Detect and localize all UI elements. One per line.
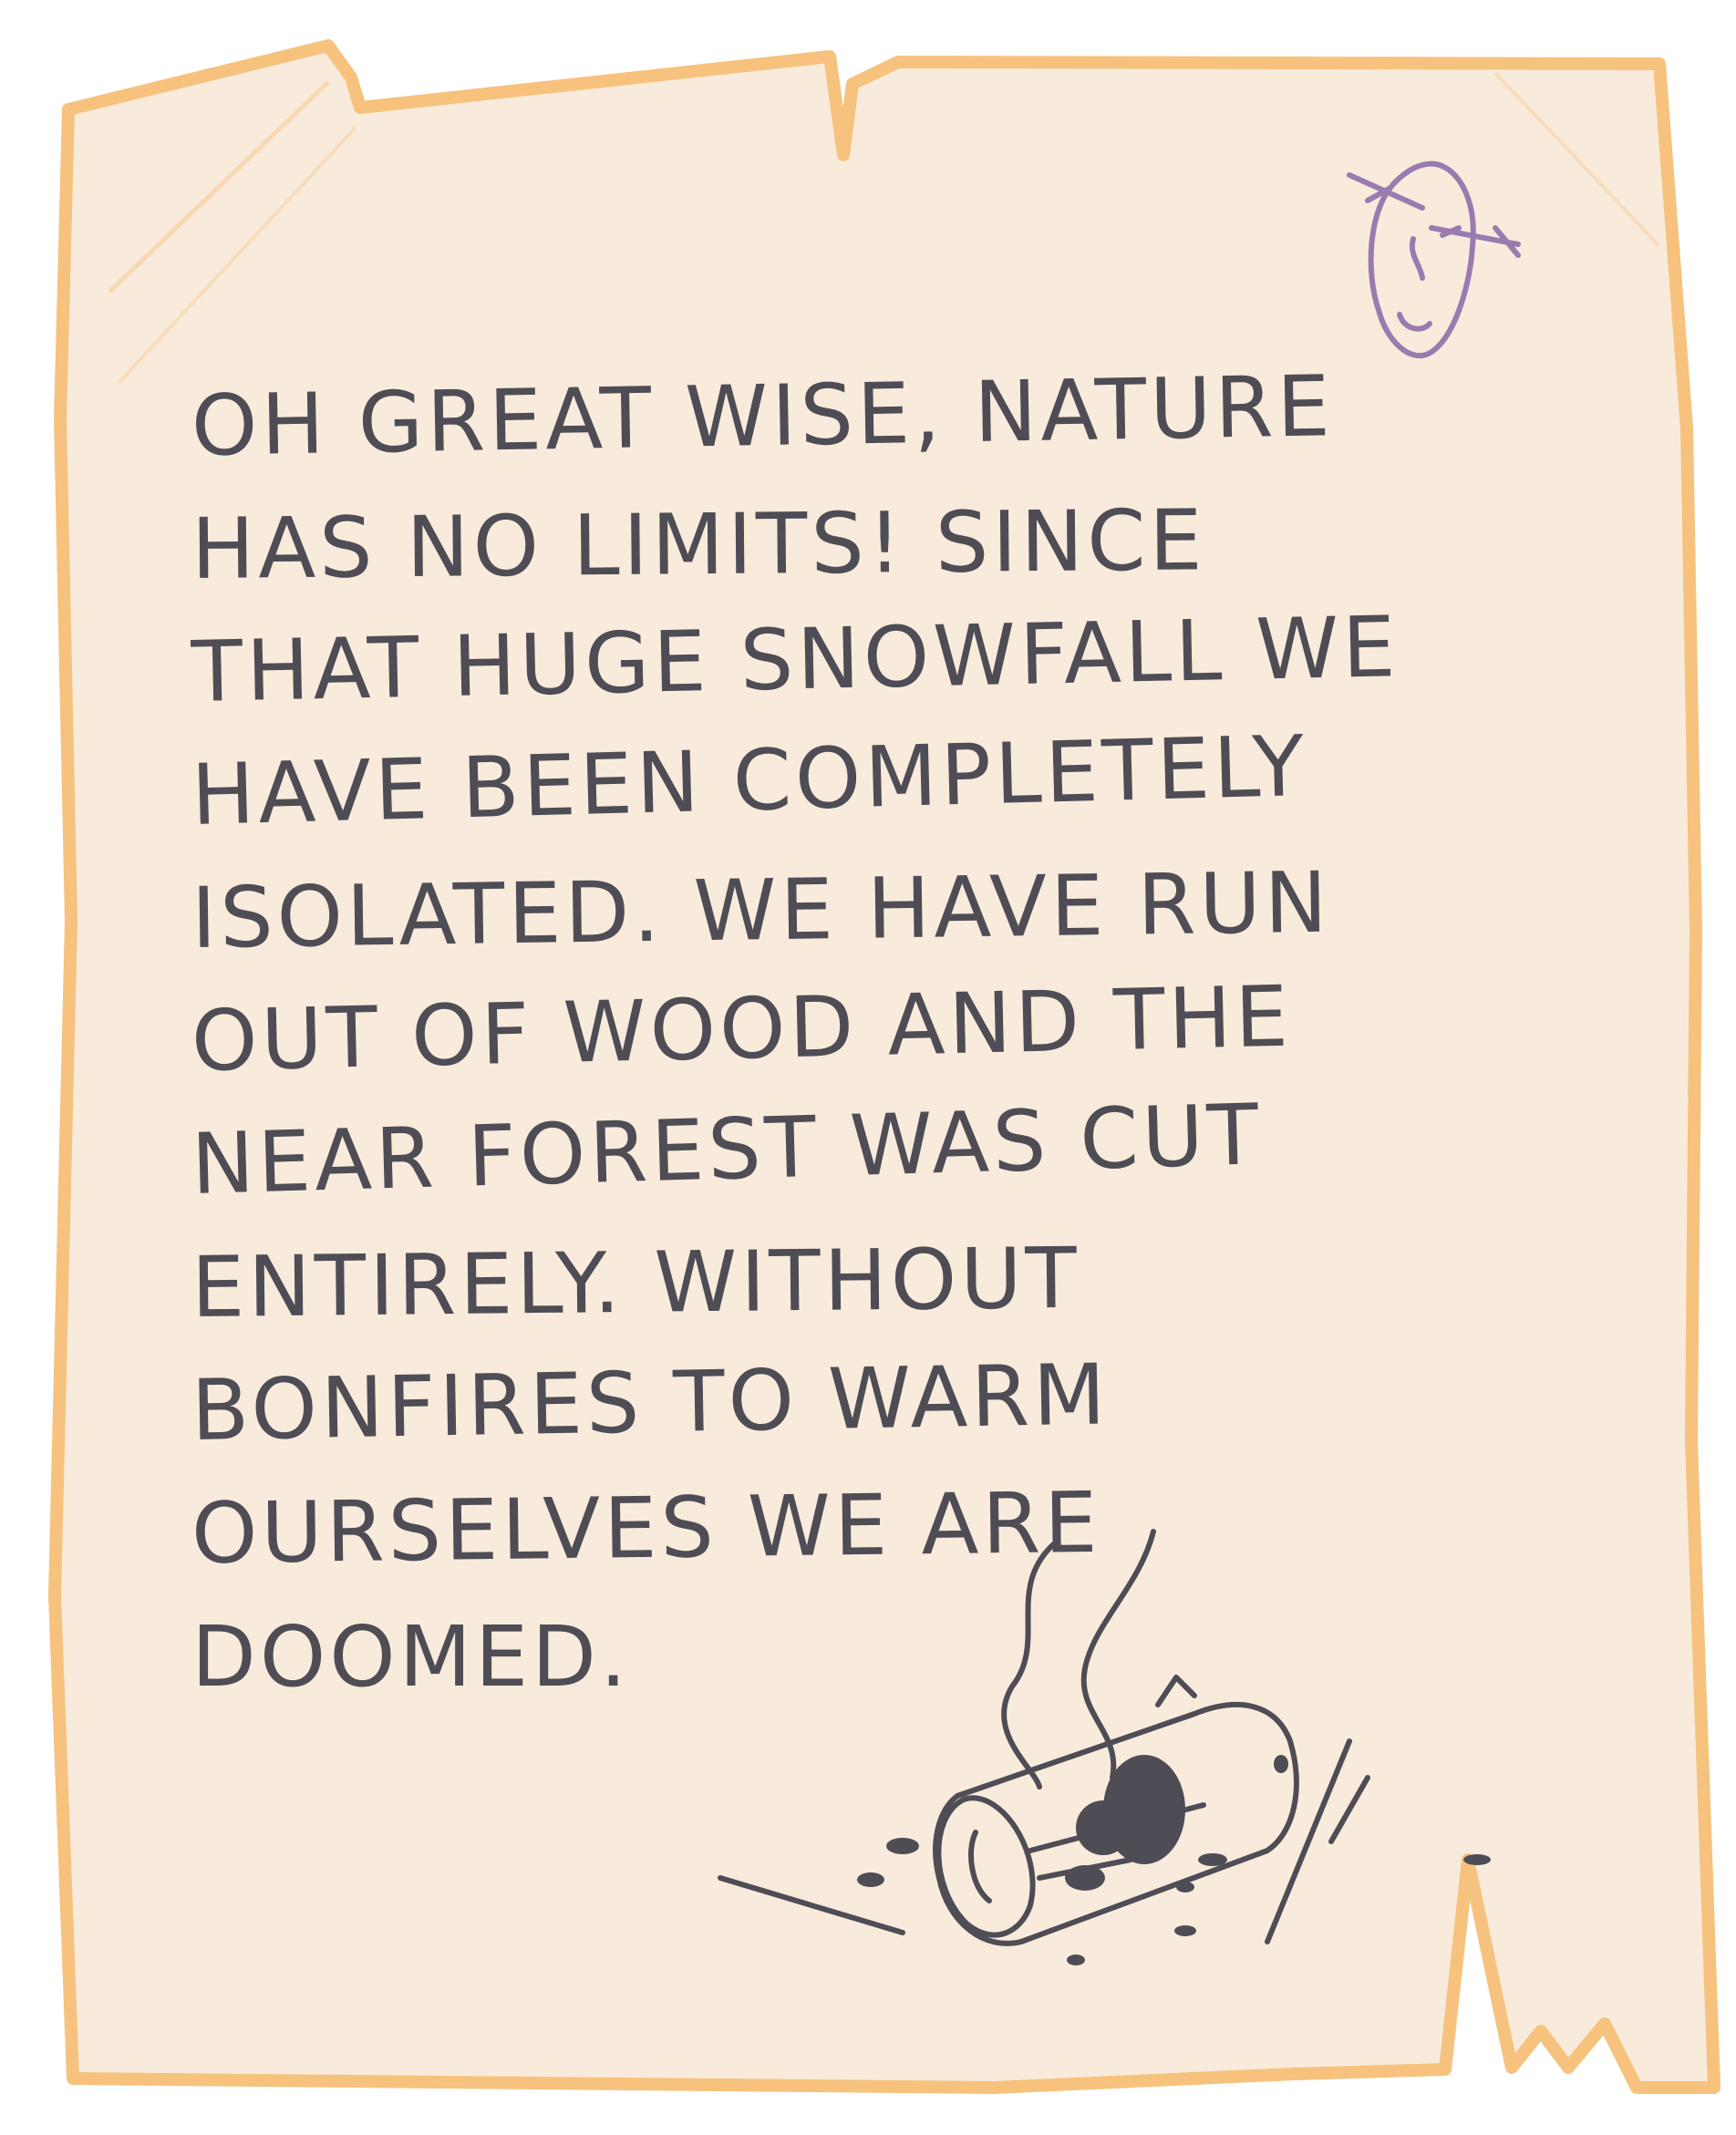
note-line: DOOMED. bbox=[191, 1608, 631, 1706]
note-line: BONFIRES TO WARM bbox=[191, 1346, 1111, 1459]
note-line: OUT OF WOOD AND THE bbox=[190, 967, 1293, 1090]
note-line: THAT HUGE SNOWFALL WE bbox=[190, 598, 1400, 721]
note-line: NEAR FOREST WAS CUT bbox=[190, 1086, 1264, 1213]
note-line: OURSELVES WE ARE bbox=[191, 1473, 1101, 1583]
note-line: HAS NO LIMITS! SINCE bbox=[191, 491, 1207, 598]
note-line: ISOLATED. WE HAVE RUN bbox=[191, 853, 1332, 967]
note-line: ENTIRELY. WITHOUT bbox=[191, 1229, 1081, 1336]
note-text bbox=[190, 357, 1422, 1718]
note-line: HAVE BEEN COMPLETELY bbox=[190, 717, 1309, 844]
note-line: OH GREAT WISE, NATURE bbox=[191, 357, 1335, 475]
